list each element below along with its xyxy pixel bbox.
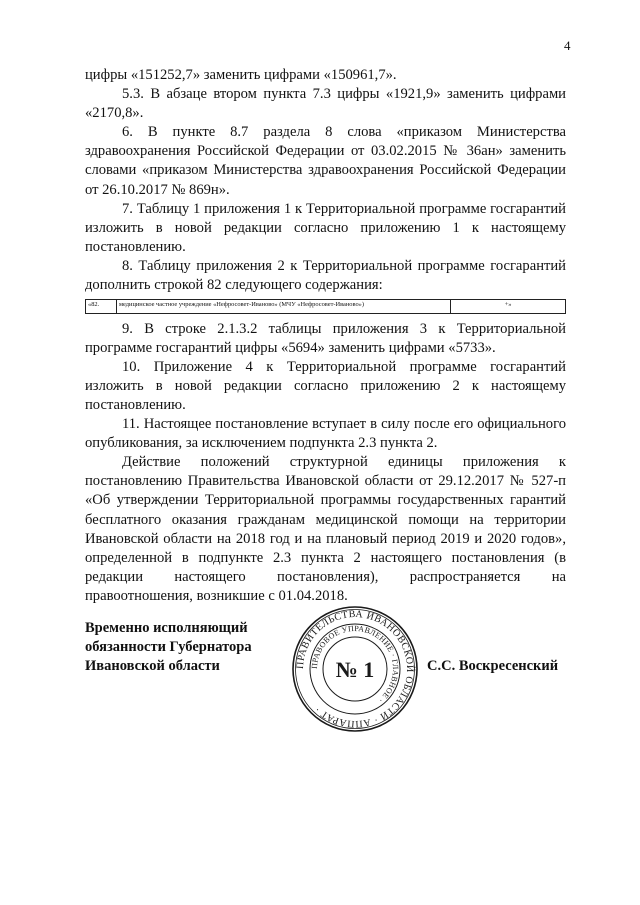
official-stamp bbox=[290, 604, 420, 734]
table-cell-mark: +» bbox=[451, 300, 566, 314]
paragraph: 11. Настоящее постановление вступает в силу после его официального опубликования, за исключением подпункта 2.3 пункта 2. bbox=[85, 416, 566, 452]
paragraph: 9. В строке 2.1.3.2 таблицы приложения 3 к Территориальной программе госгарантий цифры «5694» заменить цифрами «5733». bbox=[85, 320, 566, 356]
table-cell-number: «82. bbox=[86, 300, 117, 314]
stamp-inner-text: ПРАВОВОЕ УПРАВЛЕНИЕ · ГЛАВНОЕ · bbox=[309, 623, 401, 705]
paragraph: 6. В пункте 8.7 раздела 8 слова «приказом Министерства здравоохранения Российской Федерации от 03.02.2015 № 36ан» заменить словами «приказом Министерства здравоохранения Российской Федерации от 26.10.2017 № 869н». bbox=[85, 124, 566, 198]
paragraph: 10. Приложение 4 к Территориальной программе госгарантий изложить в новой редакции согласно приложению 2 к настоящему постановлению. bbox=[85, 358, 566, 413]
inserted-table-row bbox=[85, 299, 566, 314]
paragraph: цифры «151252,7» заменить цифрами «150961,7». bbox=[85, 67, 397, 83]
paragraph: 7. Таблицу 1 приложения 1 к Территориальной программе госгарантий изложить в новой редакции согласно приложению 1 к настоящему постановлению. bbox=[85, 200, 566, 255]
signatory-name: С.С. Воскресенский bbox=[427, 658, 559, 674]
table-cell-organization: медицинское частное учреждение «Нефросовет-Иваново» (МЧУ «Нефросовет-Иваново») bbox=[117, 300, 451, 314]
table-row bbox=[86, 300, 566, 314]
paragraph: 5.3. В абзаце втором пункта 7.3 цифры «1921,9» заменить цифрами «2170,8». bbox=[85, 86, 566, 122]
signatory-title bbox=[85, 619, 252, 676]
paragraph: Действие положений структурной единицы приложения к постановлению Правительства Ивановской области от 29.12.2017 № 527-п «Об утверждении Территориальной программы государственных гарантий бесплатного оказания гражданам медицинской помощи на территории Ивановской области на 2018 год и на плановый период 2019 и 2020 годов», определенной в подпункте 2.3 пункта 2 настоящего постановления (в редакции настоящего постановления), распространяется на правоотношения, возникшие с 01.04.2018. bbox=[85, 454, 566, 604]
signatory-title-line: Ивановской области bbox=[85, 658, 220, 674]
document-body bbox=[85, 66, 566, 606]
stamp-number: № 1 bbox=[335, 657, 375, 682]
page-number: 4 bbox=[564, 38, 571, 53]
signatory-title-line: обязанности Губернатора bbox=[85, 639, 252, 655]
stamp-outer-text: ПРАВИТЕЛЬСТВА ИВАНОВСКОЙ ОБЛАСТИ · АППАРАТ · bbox=[294, 608, 416, 730]
signatory-title-line: Временно исполняющий bbox=[85, 620, 248, 636]
paragraph: 8. Таблицу приложения 2 к Территориальной программе госгарантий дополнить строкой 82 следующего содержания: bbox=[85, 257, 566, 294]
